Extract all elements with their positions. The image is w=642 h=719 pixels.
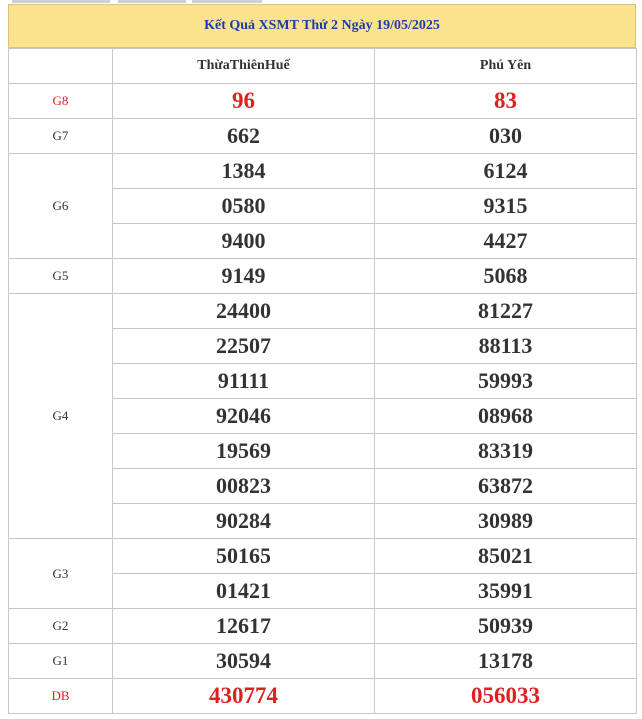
prize-label: G3	[9, 539, 113, 609]
tab-indicator-3	[192, 0, 262, 3]
results-body	[9, 84, 637, 714]
result-phuyen: 88113	[375, 329, 637, 364]
result-thuathienhue: 9149	[113, 259, 375, 294]
result-thuathienhue: 00823	[113, 469, 375, 504]
lottery-results-table	[8, 48, 637, 714]
prize-label: G4	[9, 294, 113, 539]
table-row	[9, 294, 637, 329]
prize-label: G7	[9, 119, 113, 154]
table-row	[9, 154, 637, 189]
result-thuathienhue: 90284	[113, 504, 375, 539]
header-row	[9, 49, 637, 84]
result-phuyen: 13178	[375, 644, 637, 679]
prize-label: G6	[9, 154, 113, 259]
result-thuathienhue: 9400	[113, 224, 375, 259]
result-thuathienhue: 12617	[113, 609, 375, 644]
result-thuathienhue: 96	[113, 84, 375, 119]
header-province-1: ThừaThiênHuế	[113, 49, 375, 84]
table-row	[9, 259, 637, 294]
result-thuathienhue: 430774	[113, 679, 375, 714]
result-phuyen: 35991	[375, 574, 637, 609]
results-title-bar	[8, 4, 636, 48]
table-row	[9, 679, 637, 714]
result-thuathienhue: 50165	[113, 539, 375, 574]
result-phuyen: 81227	[375, 294, 637, 329]
results-title: Kết Quả XSMT Thứ 2 Ngày 19/05/2025	[204, 18, 440, 33]
table-row	[9, 539, 637, 574]
table-row	[9, 119, 637, 154]
result-phuyen: 83	[375, 84, 637, 119]
table-row	[9, 644, 637, 679]
result-phuyen: 5068	[375, 259, 637, 294]
prize-label: G8	[9, 84, 113, 119]
result-thuathienhue: 662	[113, 119, 375, 154]
result-thuathienhue: 01421	[113, 574, 375, 609]
result-thuathienhue: 22507	[113, 329, 375, 364]
header-prize	[9, 49, 113, 84]
tab-indicator-2	[118, 0, 186, 3]
result-phuyen: 50939	[375, 609, 637, 644]
result-thuathienhue: 30594	[113, 644, 375, 679]
result-phuyen: 83319	[375, 434, 637, 469]
header-province-2: Phú Yên	[375, 49, 637, 84]
result-phuyen: 030	[375, 119, 637, 154]
result-thuathienhue: 91111	[113, 364, 375, 399]
result-thuathienhue: 1384	[113, 154, 375, 189]
prize-label: G1	[9, 644, 113, 679]
result-phuyen: 4427	[375, 224, 637, 259]
result-phuyen: 63872	[375, 469, 637, 504]
tab-indicator-1	[12, 0, 110, 3]
prize-label: G5	[9, 259, 113, 294]
result-thuathienhue: 92046	[113, 399, 375, 434]
result-thuathienhue: 19569	[113, 434, 375, 469]
result-phuyen: 59993	[375, 364, 637, 399]
table-row	[9, 84, 637, 119]
result-phuyen: 85021	[375, 539, 637, 574]
prize-label: G2	[9, 609, 113, 644]
result-phuyen: 056033	[375, 679, 637, 714]
result-thuathienhue: 0580	[113, 189, 375, 224]
result-thuathienhue: 24400	[113, 294, 375, 329]
table-row	[9, 609, 637, 644]
result-phuyen: 08968	[375, 399, 637, 434]
result-phuyen: 9315	[375, 189, 637, 224]
prize-label: DB	[9, 679, 113, 714]
result-phuyen: 6124	[375, 154, 637, 189]
result-phuyen: 30989	[375, 504, 637, 539]
